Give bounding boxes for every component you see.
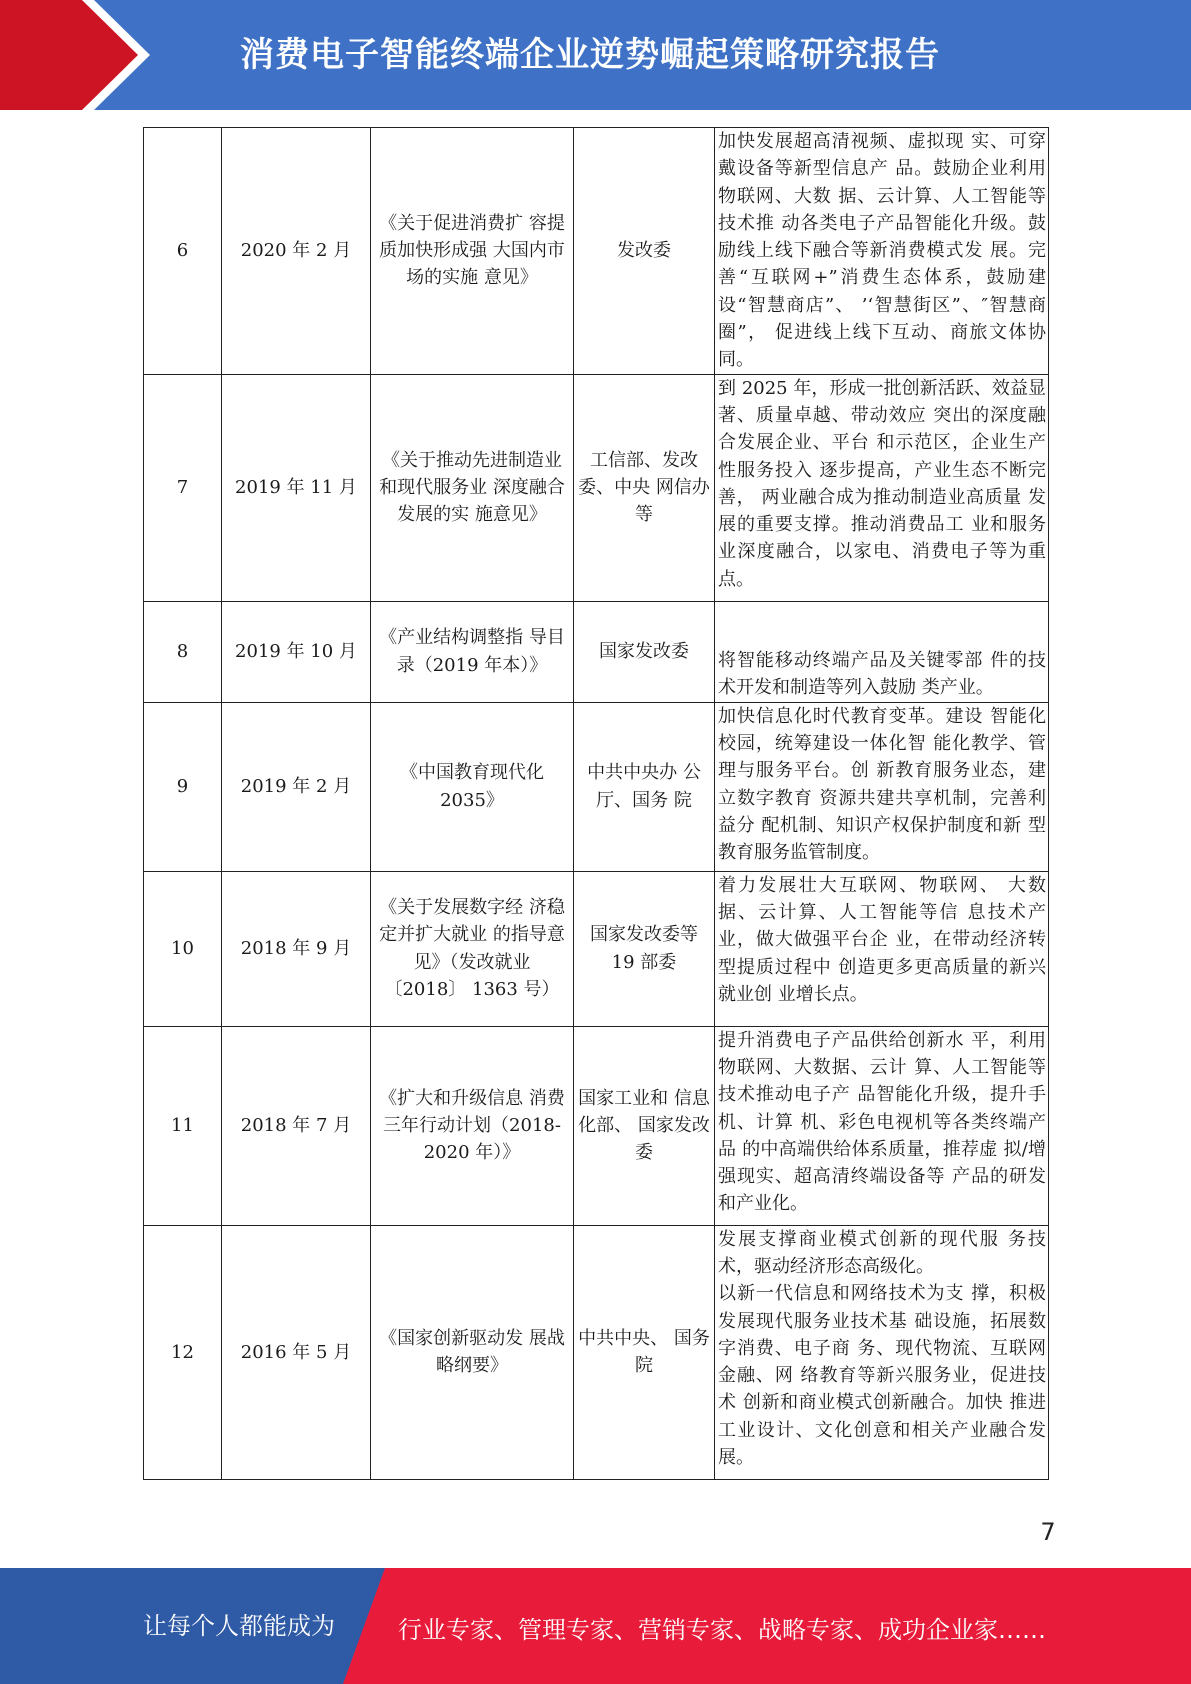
row-content [715, 871, 1049, 1026]
report-title: 消费电子智能终端企业逆势崛起策略研究报告 [240, 35, 940, 75]
row-policy-title: 《国家创新驱动发 展战略纲要》 [371, 1225, 574, 1479]
table-row [144, 128, 1049, 375]
row-policy-title: 《关于促进消费扩 容提质加快形成强 大国内市场的实施 意见》 [371, 128, 574, 375]
row-content-paragraph: 提升消费电子产品供给创新水 平，利用物联网、大数据、云计 算、人工智能等技术推动电子产 品智能化升级，提升手机、计算 机、彩色电视机等各类终端产品 的中高端供给体系质量，推荐虚 拟/增强现实、超高清终端设备等 产品的研发和产业化。 [718, 1029, 1046, 1215]
row-content-paragraph: 发展支撑商业模式创新的现代服 务技术，驱动经济形态高级化。 [718, 1228, 1046, 1277]
row-number: 10 [144, 871, 222, 1026]
row-policy-title: 《关于发展数字经 济稳定并扩大就业 的指导意见》（发改就业〔2018〕 1363 号） [371, 871, 574, 1026]
row-policy-title: 《扩大和升级信息 消费三年行动计划（2018-2020 年）》 [371, 1026, 574, 1225]
row-issuer: 中共中央办 公厅、国务 院 [574, 702, 715, 871]
page-footer [0, 1568, 1191, 1684]
row-number: 12 [144, 1225, 222, 1479]
row-date: 2019 年 10 月 [222, 601, 371, 702]
row-policy-title: 《产业结构调整指 导目录（2019 年本）》 [371, 601, 574, 702]
row-content [715, 1225, 1049, 1479]
row-number: 9 [144, 702, 222, 871]
row-content-paragraph: 着力发展壮大互联网、物联网、 大数据、云计算、人工智能等信 息技术产业，做大做强平台企 业，在带动经济转型提质过程中 创造更多更高质量的新兴就业创 业增长点。 [718, 874, 1046, 1005]
table-row [144, 1225, 1049, 1479]
footer-slogan-right: 行业专家、管理专家、营销专家、战略专家、成功企业家…… [398, 1616, 1046, 1644]
footer-slogan-left: 让每个人都能成为 [143, 1612, 335, 1640]
row-content-paragraph: 到 2025 年，形成一批创新活跃、效益显著、质量卓越、带动效应 突出的深度融合发展企业、平台 和示范区，企业生产性服务投入 逐步提高，产业生态不断完善， 两业融合成为推动制造业高质量 发展的重要支撑。推动消费品工 业和服务业深度融合，以家电、消费电子等为重点。 [718, 377, 1046, 590]
table-row [144, 702, 1049, 871]
row-policy-title: 《中国教育现代化 2035》 [371, 702, 574, 871]
row-number: 11 [144, 1026, 222, 1225]
row-content-paragraph: 将智能移动终端产品及关键零部 件的技术开发和制造等列入鼓励 类产业。 [718, 650, 1046, 699]
row-content-paragraph: 加快信息化时代教育变革。建设 智能化校园，统筹建设一体化智 能化教学、管理与服务平台。创 新教育服务业态，建立数字教育 资源共建共享机制，完善利益分 配机制、知识产权保护制度和新 型教育服务监管制度。 [718, 705, 1046, 864]
row-issuer: 国家工业和 信息化部、 国家发改委 [574, 1026, 715, 1225]
row-content-paragraph: 加快发展超高清视频、虚拟现 实、可穿戴设备等新型信息产 品。鼓励企业利用物联网、大数 据、云计算、人工智能等技术推 动各类电子产品智能化升级。鼓 励线上线下融合等新消费模式发 展。完善“互联网+”消费生态体系，鼓励建设“智慧商店”、 ’‘智慧街区”、″智慧商圈”， 促进线上线下互动、商旅文体协 同。 [718, 131, 1046, 371]
row-issuer: 国家发改委 [574, 601, 715, 702]
table-row [144, 1026, 1049, 1225]
row-number: 8 [144, 601, 222, 702]
row-policy-title: 《关于推动先进制造业和现代服务业 深度融合发展的实 施意见》 [371, 374, 574, 601]
row-date: 2018 年 7 月 [222, 1026, 371, 1225]
row-date: 2020 年 2 月 [222, 128, 371, 375]
row-date: 2018 年 9 月 [222, 871, 371, 1026]
row-number: 7 [144, 374, 222, 601]
page-number: 7 [1040, 1518, 1056, 1546]
row-content [715, 702, 1049, 871]
row-content [715, 128, 1049, 375]
row-content [715, 1026, 1049, 1225]
row-content-paragraph: 以新一代信息和网络技术为支 撑，积极发展现代服务业技术基 础设施，拓展数字消费、电子商 务、现代物流、互联网金融、网 络教育等新兴服务业，促进技术 创新和商业模式创新融合。加快 推进工业设计、文化创意和相关产业融合发展。 [718, 1283, 1046, 1469]
row-date: 2016 年 5 月 [222, 1225, 371, 1479]
row-number: 6 [144, 128, 222, 375]
header-chevron-icon [0, 0, 150, 110]
page-header [0, 0, 1191, 110]
table-row [144, 374, 1049, 601]
row-issuer: 工信部、发改委、中央 网信办等 [574, 374, 715, 601]
row-issuer: 发改委 [574, 128, 715, 375]
row-content [715, 601, 1049, 702]
table-row [144, 601, 1049, 702]
row-date: 2019 年 2 月 [222, 702, 371, 871]
row-issuer: 中共中央、 国务院 [574, 1225, 715, 1479]
policy-table [143, 127, 1049, 1480]
row-content [715, 374, 1049, 601]
table-row [144, 871, 1049, 1026]
row-date: 2019 年 11 月 [222, 374, 371, 601]
row-issuer: 国家发改委等 19 部委 [574, 871, 715, 1026]
